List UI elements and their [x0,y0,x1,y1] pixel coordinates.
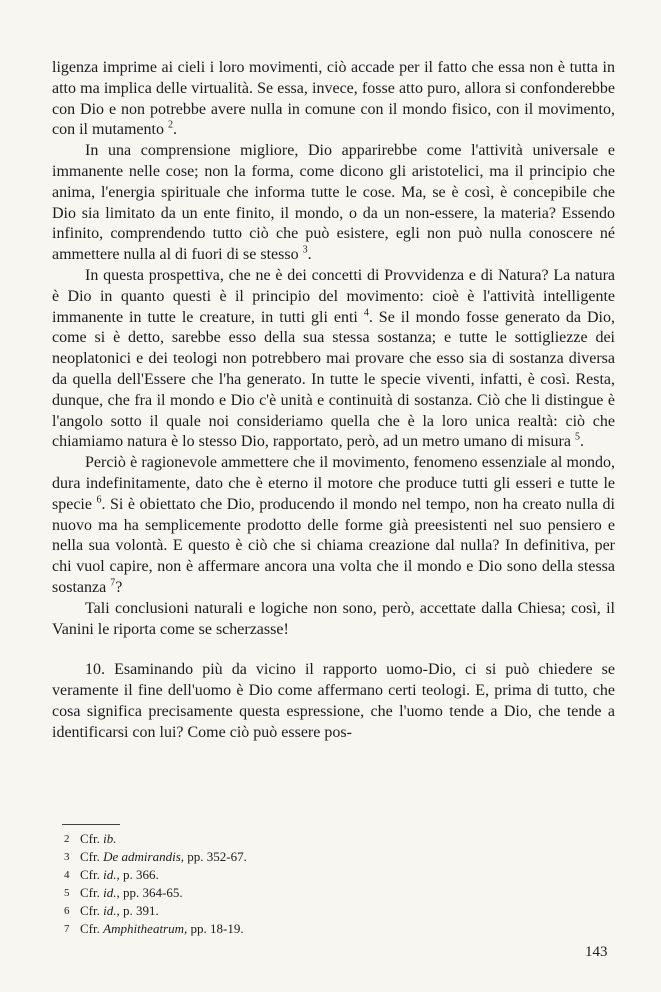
footnote-6: 6 Cfr. id., p. 391. [64,903,159,918]
paragraph-1: ligenza imprime ai cieli i loro movimenti, ciò accade per il fatto che essa non è tutta in atto ma implica delle virtualità. Se essa, invece, fosse atto puro, allora si confonderebbe con Dio e non potrebbe avere nulla in comune con il mondo fisico, con il movimento, con il mutamento $^2$. [52,59,615,139]
footnote-ref-3: 3 [302,244,308,256]
footnote-2: 2 Cfr. ib. [64,831,117,846]
footnote-7: 7 Cfr. Amphitheatrum, pp. 18-19. [64,921,244,936]
main-text [52,58,615,744]
footnote-4: 4 Cfr. id., p. 366. [64,867,159,882]
paragraph-3: In questa prospettiva, che ne è dei concetti di Provvidenza e di Natura? La natura è Dio in quanto questi è il principio del movimento: cioè è l'attività intelligente immanente in tutte le creature, in tutti gli enti $^4$. Se il mondo fosse generato da Dio, come si è detto, sarebbe esso della sua stessa sostanza; e tutte le sottigliezze dei neoplatonici e dei teologi non potrebbero mai provare che esso sia di sostanza diversa da quella dell'Essere che l'ha generato. In tutte le specie viventi, infatti, è così. Resta, dunque, che fra il mondo e Dio c'è unità e continuità di sostanza. Ciò che li distingue è l'angolo sotto il quale noi consideriamo quella che è la loro unica realtà: ciò che chiamiamo natura è lo stesso Dio, rapportato, però, ad un metro umano di misura $^5$. [52,266,615,451]
page-number: 143 [585,944,608,960]
footnote-separator [62,824,120,825]
paragraph-section-10: 10. Esaminando più da vicino il rapporto uomo-Dio, ci si può chiedere se veramente il fine dell'uomo è Dio come affermano certi teologi. E, prima di tutto, che cosa significa precisamente questa espressione, che l'uomo tende a Dio, che tende a identificarsi con lui? Come ciò può essere pos- [52,661,615,741]
footnote-ref-4: 4 [363,307,369,319]
footnote-ref-5: 5 [574,432,580,444]
paragraph-5: Tali conclusioni naturali e logiche non sono, però, accettate dalla Chiesa; così, il Vanini le riporta come se scherzasse! [52,599,615,638]
footnote-3: 3 Cfr. De admirandis, pp. 352-67. [64,849,247,864]
footnote-ref-2: 2 [167,120,173,132]
footnote-ref-6: 6 [96,494,102,506]
paragraph-4: Perciò è ragionevole ammettere che il movimento, fenomeno essenziale al mondo, dura indefinitamente, dato che è eterno il motore che produce tutti gli esseri e tutte le specie $^6$. Si è obiettato che Dio, producendo il mondo nel tempo, non ha creato nulla di nuovo ma ha semplicemente prodotto delle forme già preesistenti nel suo pensiero e nella sua volontà. E questo è ciò che si chiama creazione dal nulla? In definitiva, per chi vuol capire, non è affermare ancora una volta che il mondo e Dio sono della stessa sostanza $^7$? [52,454,615,596]
paragraph-2: In una comprensione migliore, Dio apparirebbe come l'attività universale e immanente nelle cose; non la forma, come dicono gli aristotelici, ma il principio che anima, l'energia spirituale che informa tutte le cose. Ma, se è così, è concepibile che Dio sia limitato da un ente finito, il mondo, o da un non-essere, la materia? Essendo infinito, comprendendo tutto ciò che può esistere, egli non può nulla conoscere né ammettere nulla al di fuori di se stesso $^3$. [52,142,615,264]
footnote-5: 5 Cfr. id., pp. 364-65. [64,885,183,900]
footnotes [64,830,464,938]
footnote-ref-7: 7 [110,577,116,589]
